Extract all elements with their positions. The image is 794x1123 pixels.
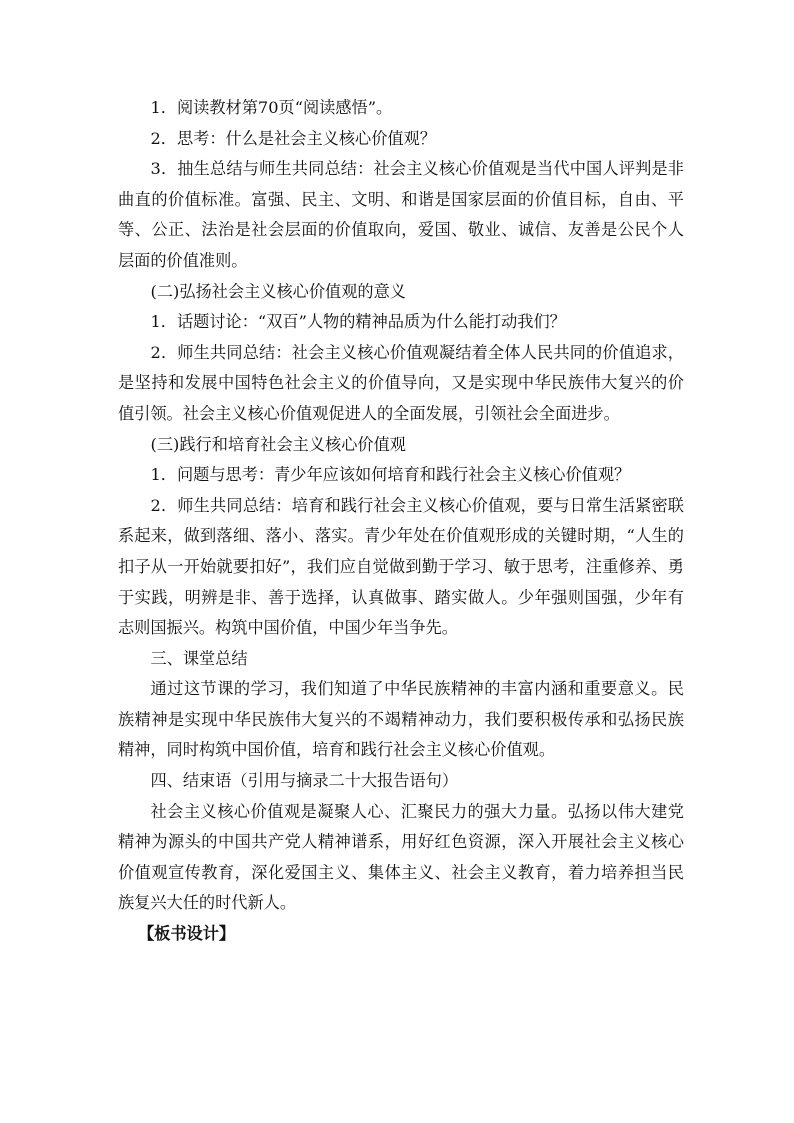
step-think-question: 2．思考：什么是社会主义核心价值观？ xyxy=(150,128,436,148)
step-summary-practice: 2．师生共同总结：培育和践行社会主义核心价值观，要与日常生活紧密联系起来，做到落细、落小、落实。青少年处在价值观形成的关键时期，“人生的扣子从一开始就要扣好”，我们应自觉做到勤于学习、敏于思考，注重修养、勇于实践，明辨是非、善于选择，认真做事、踏实做人。少年强则国强，少年有志则国振兴。构筑中国价值，中国少年当争先。 xyxy=(118,495,684,638)
section-heading-practice: (三)践行和培育社会主义核心价值观 xyxy=(150,434,406,454)
step-read-textbook: 1．阅读教材第70页“阅读感悟”。 xyxy=(150,98,393,117)
document-body xyxy=(118,93,684,950)
closing-text: 社会主义核心价值观是凝聚人心、汇聚民力的强大力量。弘扬以伟大建党精神为源头的中国共产党人精神谱系，用好红色资源，深入开展社会主义核心价值观宣传教育，深化爱国主义、集体主义、社会主义教育，着力培养担当民族复兴大任的时代新人。 xyxy=(118,801,684,913)
class-summary-text: 通过这节课的学习，我们知道了中华民族精神的丰富内涵和重要意义。民族精神是实现中华民族伟大复兴的不竭精神动力，我们要积极传承和弘扬民族精神，同时构筑中国价值，培育和践行社会主义核心价值观。 xyxy=(118,679,684,760)
step-topic-discussion: 1．话题讨论：“双百”人物的精神品质为什么能打动我们？ xyxy=(150,312,566,332)
section-heading-closing: 四、结束语（引用与摘录二十大报告语句） xyxy=(150,771,459,791)
blackboard-design-heading: 【板书设计】 xyxy=(138,924,236,944)
step-summary-definition: 3．抽生总结与师生共同总结：社会主义核心价值观是当代中国人评判是非曲直的价值标准。富强、民主、文明、和谐是国家层面的价值目标，自由、平等、公正、法治是社会层面的价值取向，爱国、敬业、诚信、友善是公民个人层面的价值准则。 xyxy=(118,159,684,270)
section-heading-class-summary: 三、课堂总结 xyxy=(150,648,248,668)
section-heading-significance: (二)弘扬社会主义核心价值观的意义 xyxy=(150,281,406,301)
step-question-practice: 1．问题与思考：青少年应该如何培育和践行社会主义核心价值观？ xyxy=(150,465,631,485)
step-summary-significance: 2．师生共同总结：社会主义核心价值观凝结着全体人民共同的价值追求，是坚持和发展中国特色社会主义的价值导向，又是实现中华民族伟大复兴的价值引领。社会主义核心价值观促进人的全面发展，引领社会全面进步。 xyxy=(118,342,684,423)
